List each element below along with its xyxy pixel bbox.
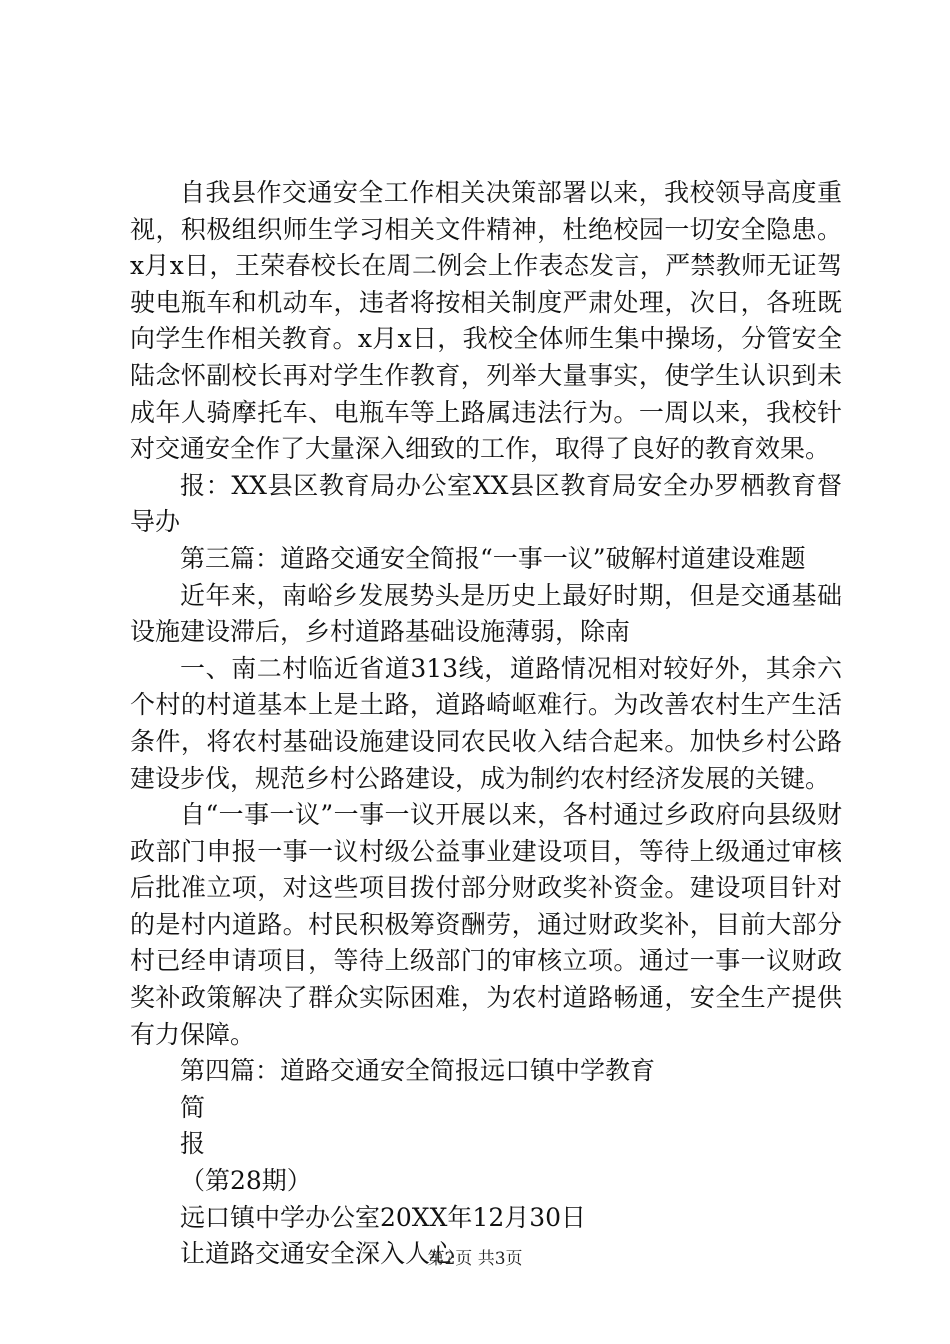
bulletin-title-char-2: 报 — [180, 1129, 206, 1159]
page-number-footer: 第2页 共3页 — [427, 1249, 523, 1269]
bulletin-issue-number: （第28期） — [180, 1166, 312, 1196]
paragraph-report-recipients: 报：XX县区教育局办公室XX县区教育局安全办罗栖教育督导办 — [130, 470, 842, 537]
document-body — [130, 175, 842, 1273]
paragraph-village-roads: 一、南二村临近省道313线，道路情况相对较好外，其余六个村的村道基本上是土路，道路崎岖难行。为改善农村生产生活条件，将农村基础设施建设同农民收入结合起来。加快乡村公路建设步伐，规范乡村公路建设，成为制约农村经济发展的关键。 — [130, 653, 842, 793]
paragraph-school-safety: 自我县作交通安全工作相关决策部署以来，我校领导高度重视，积极组织师生学习相关文件精神，杜绝校园一切安全隐患。x月x日，王荣春校长在周二例会上作表态发言，严禁教师无证驾驶电瓶车和机动车，违者将按相关制度严肃处理，次日，各班既向学生作相关教育。x月x日，我校全体师生集中操场，分管安全陆念怀副校长再对学生作教育，列举大量事实，使学生认识到未成年人骑摩托车、电瓶车等上路属违法行为。一周以来，我校针对交通安全作了大量深入细致的工作，取得了良好的教育效果。 — [130, 178, 842, 464]
bulletin-issuer-date: 远口镇中学办公室20XX年12月30日 — [180, 1202, 587, 1232]
heading-part-three: 第三篇：道路交通安全简报“一事一议”破解村道建设难题 — [180, 543, 806, 573]
paragraph-nanyu-intro: 近年来，南峪乡发展势头是历史上最好时期，但是交通基础设施建设滞后，乡村道路基础设施薄弱，除南 — [130, 580, 842, 647]
heading-part-four: 第四篇：道路交通安全简报远口镇中学教育 — [180, 1056, 656, 1086]
paragraph-one-matter-one-discussion: 自“一事一议”一事一议开展以来，各村通过乡政府向县级财政部门申报一事一议村级公益事业建设项目，等待上级通过审核后批准立项，对这些项目拨付部分财政奖补资金。建设项目针对的是村内道路。村民积极筹资酬劳，通过财政奖补，目前大部分村已经申请项目，等待上级部门的审核立项。通过一事一议财政奖补政策解决了群众实际困难，为农村道路畅通，安全生产提供有力保障。 — [130, 800, 842, 1049]
bulletin-title-char-1: 简 — [180, 1092, 206, 1122]
bulletin-headline: 让道路交通安全深入人心 — [180, 1239, 456, 1269]
